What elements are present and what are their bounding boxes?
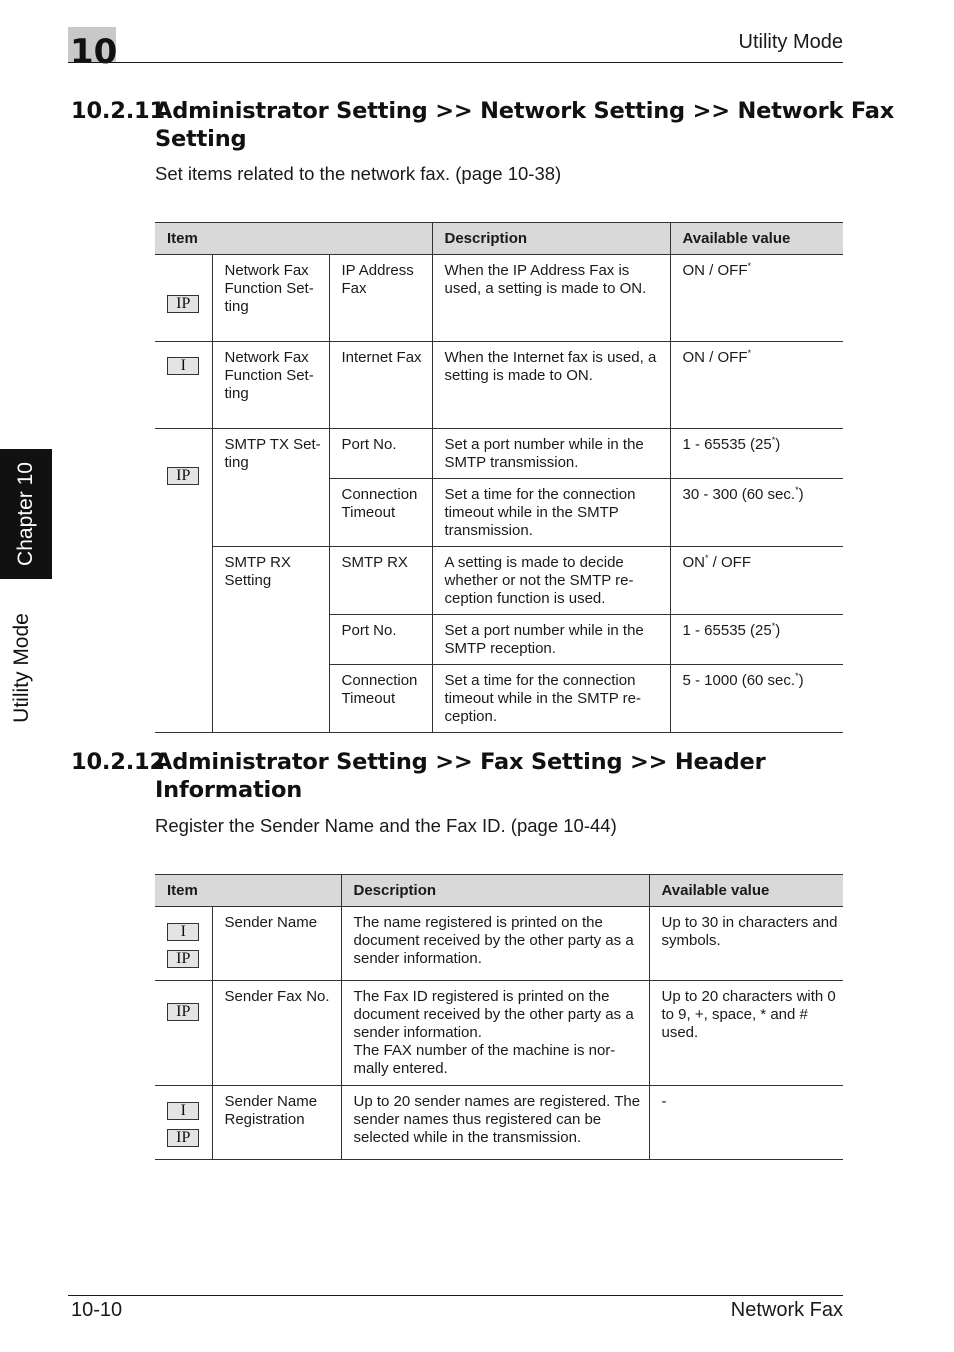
header-rule bbox=[68, 62, 843, 63]
table-row bbox=[155, 255, 843, 342]
value-text: ON / OFF bbox=[682, 262, 748, 279]
item-cell: Sender Name Registration bbox=[212, 1086, 341, 1160]
i-badge-icon: I bbox=[167, 357, 199, 375]
value-text: ON bbox=[682, 554, 705, 571]
description-text: The FAX number of the machine is nor-mally entered. bbox=[353, 1042, 616, 1077]
footnote-mark: * bbox=[747, 348, 752, 358]
footer-title: Network Fax bbox=[730, 1299, 843, 1321]
value-cell bbox=[670, 665, 843, 733]
value-text: ON / OFF bbox=[682, 349, 748, 366]
value-cell: Up to 30 in characters and symbols. bbox=[649, 907, 843, 981]
section-title-line1: Administrator Setting >> Fax Setting >> Header bbox=[155, 749, 766, 775]
badge-cell bbox=[155, 429, 212, 733]
group-cell: SMTP TX Set-ting bbox=[212, 429, 329, 547]
group-cell: Network Fax Function Set-ting bbox=[212, 255, 329, 342]
footnote-mark: * bbox=[771, 621, 776, 631]
table-row bbox=[155, 907, 843, 981]
section-title-line1: Administrator Setting >> Network Setting >> Network Fax bbox=[155, 98, 895, 124]
section-intro: Set items related to the network fax. (page 10-38) bbox=[155, 163, 562, 184]
value-cell bbox=[670, 615, 843, 665]
item-cell: Internet Fax bbox=[329, 342, 432, 429]
description-cell: Set a time for the connection timeout while in the SMTP transmission. bbox=[432, 479, 670, 547]
side-chapter-label: Chapter 10 bbox=[14, 462, 37, 566]
value-suffix: ) bbox=[798, 486, 804, 503]
footnote-mark: * bbox=[705, 553, 709, 563]
value-suffix: ) bbox=[775, 436, 781, 453]
table-row bbox=[155, 429, 843, 479]
value-cell bbox=[670, 429, 843, 479]
table-row bbox=[155, 547, 843, 615]
ip-badge-icon: IP bbox=[167, 1003, 199, 1021]
value-cell: Up to 20 characters with 0 to 9, +, space, * and # used. bbox=[649, 981, 843, 1086]
i-badge-icon: I bbox=[167, 1102, 199, 1120]
section-intro: Register the Sender Name and the Fax ID. (page 10-44) bbox=[155, 815, 617, 836]
description-cell: When the IP Address Fax is used, a setting is made to ON. bbox=[432, 255, 670, 342]
description-text: The Fax ID registered is printed on the document received by the other party as a sender information. bbox=[353, 988, 634, 1041]
badge-cell bbox=[155, 981, 212, 1086]
badge-cell bbox=[155, 907, 212, 981]
item-cell: Port No. bbox=[329, 615, 432, 665]
footnote-mark: * bbox=[771, 435, 776, 445]
table-header-row bbox=[155, 875, 843, 907]
value-suffix: ) bbox=[775, 622, 781, 639]
description-cell: A setting is made to decide whether or not the SMTP re-ception function is used. bbox=[432, 547, 670, 615]
col-header-item: Item bbox=[155, 223, 432, 255]
section-number: 10.2.12 bbox=[71, 749, 165, 775]
ip-badge-icon: IP bbox=[167, 295, 199, 313]
value-text: 30 - 300 (60 sec. bbox=[682, 486, 796, 503]
table-row bbox=[155, 981, 843, 1086]
col-header-item: Item bbox=[155, 875, 341, 907]
chapter-number-box bbox=[68, 27, 118, 72]
side-mode-label: Utility Mode bbox=[10, 613, 33, 723]
item-cell: Connection Timeout bbox=[329, 479, 432, 547]
col-header-value: Available value bbox=[649, 875, 843, 907]
table-row bbox=[155, 342, 843, 429]
group-cell: Network Fax Function Set-ting bbox=[212, 342, 329, 429]
badge-cell bbox=[155, 342, 212, 429]
item-cell: SMTP RX bbox=[329, 547, 432, 615]
section-title-10-2-11 bbox=[71, 97, 895, 157]
description-cell bbox=[341, 981, 649, 1086]
description-cell: The name registered is printed on the document received by the other party as a sender information. bbox=[341, 907, 649, 981]
footer-rule bbox=[68, 1295, 843, 1296]
footnote-mark: * bbox=[747, 261, 752, 271]
value-cell: - bbox=[649, 1086, 843, 1160]
ip-badge-icon: IP bbox=[167, 1129, 199, 1147]
table-row bbox=[155, 1086, 843, 1160]
section-title-line2: Setting bbox=[155, 126, 247, 152]
item-cell: IP Address Fax bbox=[329, 255, 432, 342]
description-cell: Set a port number while in the SMTP transmission. bbox=[432, 429, 670, 479]
value-text: 5 - 1000 (60 sec. bbox=[682, 672, 796, 689]
col-header-value: Available value bbox=[670, 223, 843, 255]
section-number: 10.2.11 bbox=[71, 98, 165, 124]
chapter-number: 10 bbox=[70, 32, 118, 72]
section-title-line2: Information bbox=[155, 777, 303, 803]
value-suffix: ) bbox=[798, 672, 804, 689]
value-cell bbox=[670, 479, 843, 547]
description-cell: When the Internet fax is used, a setting is made to ON. bbox=[432, 342, 670, 429]
item-cell: Connection Timeout bbox=[329, 665, 432, 733]
network-fax-settings-table bbox=[155, 222, 843, 733]
description-cell: Up to 20 sender names are registered. The sender names thus registered can be selected while in the transmission. bbox=[341, 1086, 649, 1160]
item-cell: Sender Fax No. bbox=[212, 981, 341, 1086]
col-header-description: Description bbox=[341, 875, 649, 907]
value-text: 1 - 65535 (25 bbox=[682, 622, 772, 639]
value-cell bbox=[670, 255, 843, 342]
badge-cell bbox=[155, 255, 212, 342]
table-header-row bbox=[155, 223, 843, 255]
value-text: 1 - 65535 (25 bbox=[682, 436, 772, 453]
ip-badge-icon: IP bbox=[167, 467, 199, 485]
value-suffix: / OFF bbox=[708, 554, 752, 571]
header-information-table bbox=[155, 874, 843, 1160]
header-title: Utility Mode bbox=[738, 31, 843, 53]
section-title-10-2-12 bbox=[71, 748, 851, 808]
footer-page-number: 10-10 bbox=[71, 1299, 123, 1321]
col-header-description: Description bbox=[432, 223, 670, 255]
item-cell: Port No. bbox=[329, 429, 432, 479]
i-badge-icon: I bbox=[167, 923, 199, 941]
footnote-mark: * bbox=[795, 671, 799, 681]
value-cell bbox=[670, 342, 843, 429]
group-cell: SMTP RX Setting bbox=[212, 547, 329, 733]
description-cell: Set a time for the connection timeout while in the SMTP re-ception. bbox=[432, 665, 670, 733]
badge-cell bbox=[155, 1086, 212, 1160]
footnote-mark: * bbox=[795, 485, 799, 495]
ip-badge-icon: IP bbox=[167, 950, 199, 968]
item-cell: Sender Name bbox=[212, 907, 341, 981]
value-cell bbox=[670, 547, 843, 615]
description-cell: Set a port number while in the SMTP reception. bbox=[432, 615, 670, 665]
